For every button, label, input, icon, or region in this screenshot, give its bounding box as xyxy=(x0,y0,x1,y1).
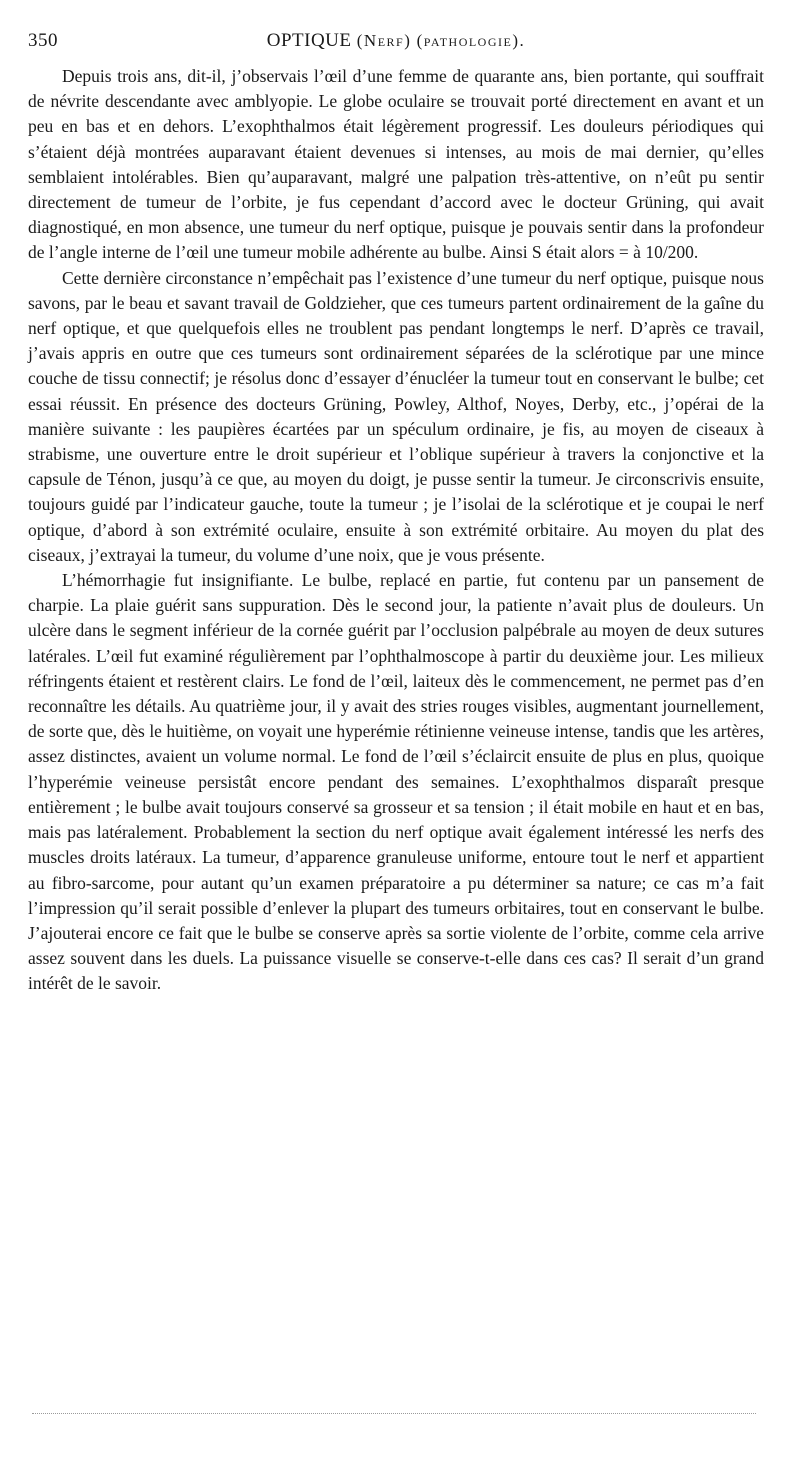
running-title-main: OPTIQUE xyxy=(266,30,352,51)
running-title-nerf: (Nerf) xyxy=(356,31,412,50)
running-title-pathologie: (pathologie). xyxy=(416,31,526,50)
document-page xyxy=(28,30,764,997)
running-title xyxy=(28,30,764,52)
paragraph-2: Cette dernière circonstance n’empêchait pas l’existence d’une tumeur du nerf optique, puisque nous savons, par le beau et savant travail de Goldzieher, que ces tumeurs partent ordinairement de la gaîne du nerf optique, et que quelquefois elles ne troublent pas pendant longtemps le nerf. D’après ce travail, j’avais appris en outre que ces tumeurs sont ordinairement séparées de la sclérotique par une mince couche de tissu connectif; je résolus donc d’essayer d’énucléer la tumeur tout en conservant le bulbe; cet essai réussit. En présence des docteurs Grüning, Powley, Althof, Noyes, Derby, etc., j’opérai de la manière suivante : les paupières écartées par un spéculum ordinaire, je fis, au moyen de ciseaux à strabisme, une ouverture entre le droit supérieur et l’oblique supérieur à travers la conjonctive et la capsule de Ténon, jusqu’à ce que, au moyen du doigt, je pusse sentir la tumeur. Je circonscrivis ensuite, toujours guidé par l’indicateur gauche, toute la tumeur ; je l’isolai de la sclérotique et je coupai le nerf optique, d’abord à son extrémité oculaire, ensuite à son extrémité orbitaire. Au moyen du plat des ciseaux, j’extrayai la tumeur, du volume d’une noix, que je vous présente. xyxy=(28,267,764,565)
paragraph-1: Depuis trois ans, dit-il, j’observais l’œil d’une femme de quarante ans, bien portante, qui souffrait de névrite descendante avec amblyopie. Le globe oculaire se trouvait porté directement en avant et un peu en bas et en dehors. L’exophthalmos était légèrement progressif. Les douleurs périodiques qui s’étaient déjà montrées auparavant étaient devenues si intenses, au mois de mai dernier, qu’elles semblaient intolérables. Bien qu’auparavant, malgré une palpation très-attentive, on n’eût pu sentir directement de tumeur de l’orbite, je fus cependant d’accord avec le docteur Grüning, qui avait diagnostiqué, en mon absence, une tumeur du nerf optique, puisque je pouvais sentir dans la profondeur de l’angle interne de l’œil une tumeur mobile adhérente au bulbe. Ainsi S était alors = à 10/200. xyxy=(28,66,764,263)
running-head xyxy=(28,30,764,56)
body-text xyxy=(28,64,764,997)
page-number: 350 xyxy=(28,30,58,51)
footer-dotted-rule xyxy=(32,1413,756,1414)
paragraph-3: L’hémorrhagie fut insignifiante. Le bulbe, replacé en partie, fut contenu par un pansement de charpie. La plaie guérit sans suppuration. Dès le second jour, la patiente n’avait plus de douleurs. Un ulcère dans le segment inférieur de la cornée guérit par l’occlusion palpébrale au moyen de deux sutures latérales. L’œil fut examiné régulièrement par l’ophthalmoscope à partir du deuxième jour. Les milieux réfringents étaient et restèrent clairs. Le fond de l’œil, laiteux dès le commencement, ne permet pas d’en reconnaître les détails. Au quatrième jour, il y avait des stries rouges visibles, augmentant journellement, de sorte que, dès le huitième, on voyait une hyperémie rétinienne veineuse intense, tandis que les artères, assez distinctes, avaient un volume normal. Le fond de l’œil s’éclaircit ensuite de plus en plus, quoique l’hyperémie veineuse persistât encore pendant des semaines. L’exophthalmos disparaît presque entièrement ; le bulbe avait toujours conservé sa grosseur et sa tension ; il était mobile en haut et en bas, mais pas latéralement. Probablement la section du nerf optique avait également intéressé les nerfs des muscles droits latéraux. La tumeur, d’apparence granuleuse uniforme, entoure tout le nerf et appartient au fibro-sarcome, pour autant qu’un examen préparatoire a pu déterminer sa nature; ce cas m’a fait l’impression qu’il serait possible d’enlever la plupart des tumeurs orbitaires, tout en conservant le bulbe. J’ajouterai encore ce fait que le bulbe se conserve après sa sortie violente de l’orbite, comme cela arrive assez souvent dans les duels. La puissance visuelle se conserve-t-elle dans ces cas? Il serait d’un grand intérêt de le savoir. xyxy=(28,570,764,994)
